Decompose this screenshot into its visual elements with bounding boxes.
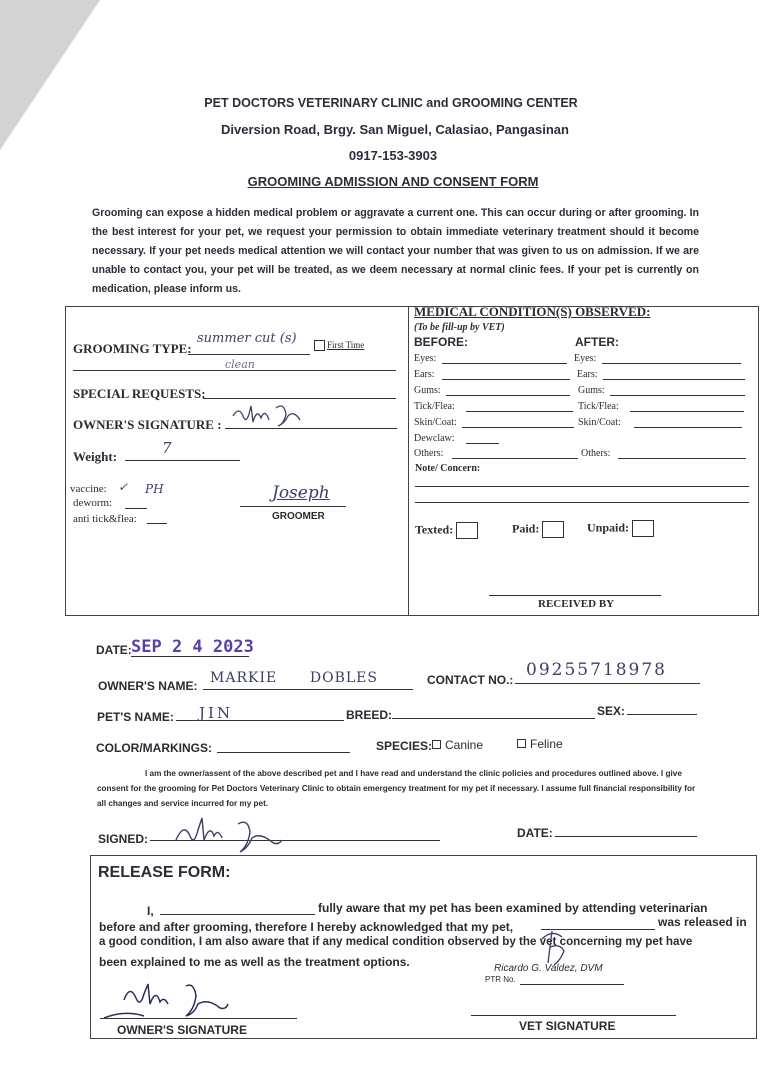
groomer-label: GROOMER (272, 511, 325, 522)
release-text-3: was released in (658, 915, 747, 929)
vet-signature-label: VET SIGNATURE (519, 1019, 616, 1033)
before-others-line[interactable] (452, 458, 578, 459)
owner-name-label: OWNER'S NAME: (98, 679, 198, 693)
sex-line[interactable] (627, 714, 697, 715)
after-tick-line[interactable] (630, 411, 744, 412)
before-skin-line[interactable] (462, 427, 574, 428)
anti-tick-line (147, 523, 167, 524)
species-feline-option[interactable] (517, 737, 563, 751)
after-ears-line[interactable] (603, 379, 745, 380)
before-tick-line[interactable] (466, 411, 573, 412)
intro-paragraph: Grooming can expose a hidden medical problem or aggravate a current one. This can occur during or after grooming. In the best interest for your pet, we request your permission to obtain immediate veterinary treatment should it become necessary. If your pet needs medical attention we will contact your number that was given to us on admission. If we are unable to contact you, your pet will be treated, as we deem necessary at normal clinic fees. If your pet is currently on medication, please inform us. (92, 207, 699, 295)
first-time-label: First Time (327, 340, 365, 350)
after-eyes: Eyes: (574, 353, 597, 364)
special-requests-label: SPECIAL REQUESTS: (73, 386, 206, 401)
before-tick: Tick/Flea: (414, 401, 455, 412)
after-ears: Ears: (577, 369, 598, 380)
release-i-label: I, (147, 904, 154, 918)
species-feline-label: Feline (530, 737, 563, 751)
release-name-line[interactable] (160, 914, 315, 915)
medical-subtitle: (To be fill-up by VET) (414, 322, 505, 333)
paid-checkbox[interactable] (512, 521, 564, 538)
grooming-type-line-2 (73, 370, 396, 371)
before-others: Others: (414, 448, 444, 459)
received-by-line[interactable] (489, 595, 661, 596)
before-skin: Skin/Coat: (414, 417, 457, 428)
contact-label: CONTACT NO.: (427, 673, 514, 687)
weight-line (125, 460, 240, 461)
before-ears: Ears: (414, 369, 435, 380)
groomer-signature[interactable]: Joseph (272, 483, 330, 503)
grooming-type-value[interactable]: summer cut (s) (197, 331, 297, 346)
vet-initial-scribble (536, 925, 576, 973)
note-line-2[interactable] (415, 502, 749, 503)
release-text-4: a good condition, I am also aware that if any medical condition observed by the vet concerning my pet have (99, 935, 693, 948)
vaccine-label: vaccine: (70, 483, 107, 495)
before-label: BEFORE: (414, 335, 468, 349)
contact-value[interactable]: 09255718978 (526, 660, 667, 680)
after-label: AFTER: (575, 335, 619, 349)
grooming-type-label: GROOMING TYPE: (73, 341, 192, 356)
vet-signature-line[interactable] (471, 1015, 676, 1016)
weight-label: Weight: (73, 449, 118, 464)
grooming-type-line (188, 354, 310, 355)
after-eyes-line[interactable] (602, 363, 741, 364)
note-line-1[interactable] (415, 486, 749, 487)
after-skin: Skin/Coat: (578, 417, 621, 428)
ptr-label: PTR No. (485, 975, 516, 984)
vaccine-value[interactable]: PH (145, 482, 164, 496)
release-title: RELEASE FORM: (98, 864, 231, 881)
after-tick: Tick/Flea: (578, 401, 619, 412)
before-gums: Gums: (414, 385, 441, 396)
after-others: Others: (581, 448, 611, 459)
weight-value[interactable]: 7 (162, 439, 172, 457)
paid-label: Paid: (512, 521, 540, 536)
release-owner-signature-label: OWNER'S SIGNATURE (117, 1023, 247, 1037)
unpaid-label: Unpaid: (587, 520, 630, 535)
after-gums: Gums: (578, 385, 605, 396)
date-label: DATE: (96, 643, 132, 657)
date-stamp[interactable]: SEP 2 4 2023 (131, 637, 254, 657)
owner-name-line (203, 689, 413, 690)
before-dewclaw: Dewclaw: (414, 433, 455, 444)
species-canine-label: Canine (445, 738, 484, 752)
owner-signature-scribble (228, 398, 318, 434)
deworm-line (125, 508, 147, 509)
before-gums-line[interactable] (446, 395, 570, 396)
after-gums-line[interactable] (610, 395, 745, 396)
color-markings-label: COLOR/MARKINGS: (96, 741, 212, 755)
vaccine-check-mark: ✓ (118, 480, 129, 494)
pet-name-value[interactable]: JIN (199, 704, 234, 722)
consent-paragraph: I am the owner/assent of the above described pet and I have read and understand the clinic policies and procedures outlined above. I give consent for the grooming for Pet Doctors Veterinary Clinic to obtain emergency treatment for my pet if necessary. I assume full financial responsibility for all changes and service incurred for my pet. (97, 769, 696, 808)
owner-signature-label: OWNER'S SIGNATURE : (73, 417, 222, 432)
pet-name-label: PET'S NAME: (97, 710, 174, 724)
groomer-line (240, 506, 346, 507)
date2-label: DATE: (517, 826, 553, 840)
deworm-label: deworm: (73, 497, 113, 509)
note-concern-label: Note/ Concern: (415, 463, 481, 474)
after-others-line[interactable] (618, 458, 746, 459)
species-canine-option[interactable] (432, 738, 483, 752)
signed-label: SIGNED: (98, 832, 149, 846)
date2-line[interactable] (555, 836, 697, 837)
sex-label: SEX: (597, 704, 626, 718)
before-ears-line[interactable] (442, 379, 570, 380)
anti-tick-label: anti tick&flea: (73, 513, 137, 525)
panel-divider (408, 306, 409, 616)
breed-line[interactable] (392, 718, 595, 719)
species-label: SPECIES: (376, 739, 433, 753)
before-dewclaw-line[interactable] (466, 443, 499, 444)
texted-checkbox[interactable] (415, 522, 478, 539)
form-title: GROOMING ADMISSION AND CONSENT FORM (247, 174, 539, 189)
clinic-name: PET DOCTORS VETERINARY CLINIC and GROOMING CENTER (204, 96, 578, 110)
received-by-label: RECEIVED BY (538, 598, 615, 610)
owner-name-value[interactable]: MARKIE DOBLES (210, 670, 378, 686)
release-text-2: before and after grooming, therefore I hereby acknowledged that my pet, (99, 920, 514, 934)
unpaid-checkbox[interactable] (587, 520, 654, 537)
color-markings-line[interactable] (217, 752, 350, 753)
before-eyes-line[interactable] (442, 363, 567, 364)
clinic-phone: 0917-153-3903 (348, 148, 438, 163)
release-text-1: fully aware that my pet has been examined by attending veterinarian (318, 901, 708, 915)
grooming-type-value-2[interactable]: clean (225, 358, 255, 371)
first-time-checkbox[interactable] (314, 340, 364, 351)
ptr-line[interactable] (520, 984, 624, 985)
release-owner-signature-line (100, 1018, 297, 1019)
clinic-address: Diversion Road, Brgy. San Miguel, Calasiao, Pangasinan (221, 122, 569, 137)
vet-name: Ricardo G. Valdez, DVM (494, 963, 603, 974)
breed-label: BREED: (346, 708, 393, 722)
date-line (131, 656, 249, 657)
after-skin-line[interactable] (634, 427, 742, 428)
contact-line (515, 683, 700, 684)
texted-label: Texted: (415, 522, 454, 537)
release-text-5: been explained to me as well as the treatment options. (99, 955, 410, 969)
medical-title: MEDICAL CONDITION(S) OBSERVED: (414, 304, 651, 319)
before-eyes: Eyes: (414, 353, 437, 364)
